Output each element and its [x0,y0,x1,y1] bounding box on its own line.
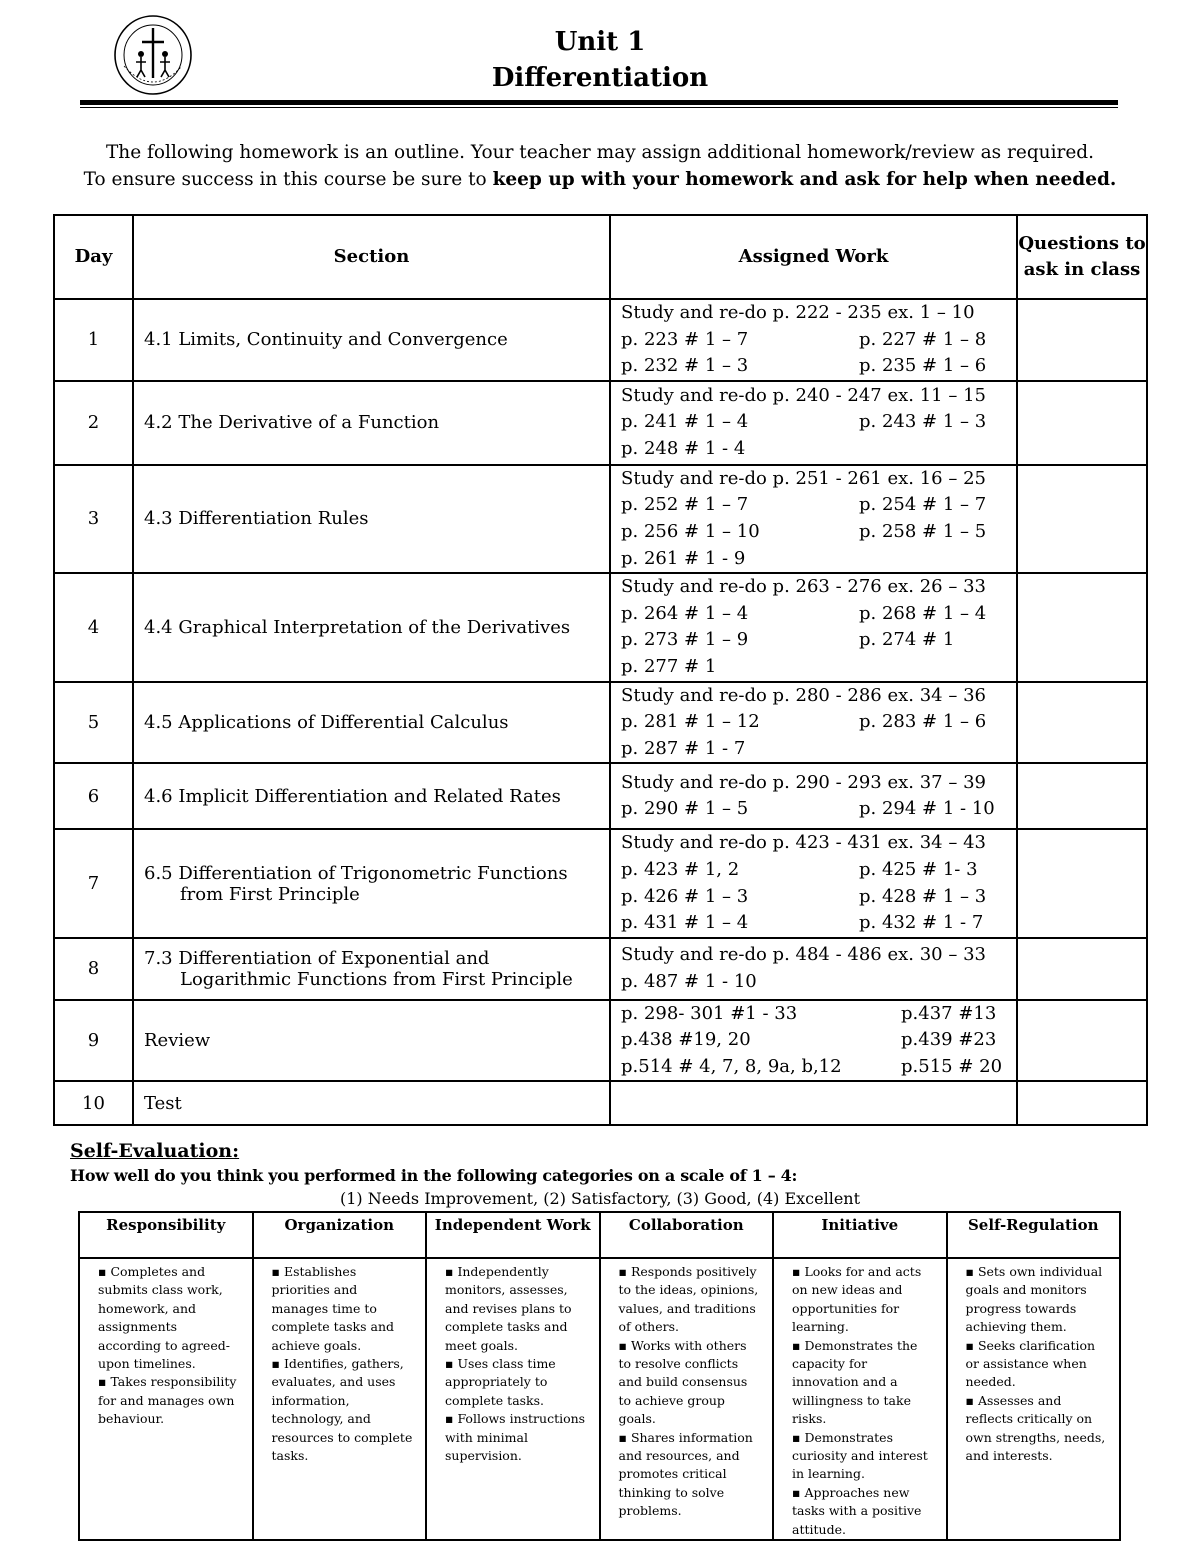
questions-cell[interactable] [1017,763,1147,829]
criteria-item: ▪ Identifies, gathers, evaluates, and uses information, technology, and resources to complete tasks. [271,1356,413,1464]
questions-cell[interactable] [1017,381,1147,465]
assignment-text: p. 281 # 1 – 12 [621,711,760,733]
criteria-item: ▪ Responds positively to the ideas, opinions, values, and traditions of others. [618,1264,759,1335]
intro-line-2: To ensure success in this course be sure to keep up with your homework and ask for help when needed. [83,169,1117,190]
category-criteria [773,1258,947,1540]
header-assigned-work: Assigned Work [610,215,1017,299]
assignment-text: p.438 #19, 20 [621,1029,751,1051]
section-title: 4.5 Applications of Differential Calculus [144,711,509,733]
header-rule [80,100,1118,105]
section-title: from First Principle [180,883,360,905]
assignment-text: Study and re-do p. 280 - 286 ex. 34 – 36 [621,684,986,706]
criteria-item: ▪ Seeks clarification or assistance when needed. [965,1337,1096,1390]
intro-emphasis: keep up with your homework and ask for help when needed. [492,169,1117,190]
header-day: Day [54,215,133,299]
section-title: 6.5 Differentiation of Trigonometric Functions [144,862,568,884]
assignment-text: p. 298- 301 #1 - 33 [621,1002,798,1024]
assignment-text: Study and re-do p. 240 - 247 ex. 11 – 15 [621,384,986,406]
section-title: 7.3 Differentiation of Exponential and [144,947,490,969]
assignment-text: p. 274 # 1 [859,629,955,651]
assignment-text: p.437 #13 [901,1002,997,1024]
questions-cell[interactable] [1017,829,1147,937]
assignment-text: p. 268 # 1 – 4 [859,602,987,624]
criteria-item: ▪ Uses class time appropriately to complete tasks. [445,1356,556,1408]
section-title: Logarithmic Functions from First Principle [180,968,573,990]
assignment-text: p. 290 # 1 – 5 [621,798,749,820]
category-criteria [426,1258,600,1540]
header-rule-thin [80,107,1118,108]
criteria-item: ▪ Establishes priorities and manages time to complete tasks and achieve goals. [271,1264,395,1353]
assignment-text: p. 235 # 1 – 6 [859,355,987,377]
homework-row [54,465,1147,573]
assignment-text: p. 294 # 1 - 10 [859,798,995,820]
criteria-item: ▪ Shares information and resources, and promotes critical thinking to solve problems. [618,1429,753,1519]
assignment-text: p.515 # 20 [901,1055,1003,1077]
assignment-text: p.514 # 4, 7, 8, 9a, b,12 [621,1055,842,1077]
header-questions: Questions to ask in class [1017,215,1147,299]
assignment-text: p. 252 # 1 – 7 [621,494,749,516]
assignment-text: p. 426 # 1 – 3 [621,885,749,907]
homework-table [53,214,1148,1126]
assignment-text: Study and re-do p. 290 - 293 ex. 37 – 39 [621,771,986,793]
assignment-text: p. 431 # 1 – 4 [621,912,749,934]
homework-row [54,829,1147,937]
assignment-text: Study and re-do p. 263 - 276 ex. 26 – 33 [621,576,986,598]
day-cell: 8 [54,938,133,1000]
section-title: Test [144,1092,182,1114]
criteria-item: ▪ Sets own individual goals and monitors progress towards achieving them. [965,1264,1103,1335]
homework-row [54,573,1147,681]
criteria-item: ▪ Assesses and reflects critically on own strengths, needs, and interests. [965,1392,1106,1464]
section-cell [133,299,610,381]
homework-row [54,938,1147,1000]
criteria-item: ▪ Demonstrates curiosity and interest in learning. [792,1429,928,1482]
assignment-text: p. 258 # 1 – 5 [859,520,987,542]
assignment-text: p. 243 # 1 – 3 [859,411,987,433]
homework-row [54,682,1147,764]
category-header: Self-Regulation [947,1212,1121,1258]
assignment-text: p. 241 # 1 – 4 [621,411,749,433]
questions-cell[interactable] [1017,938,1147,1000]
category-criteria [79,1258,253,1540]
day-cell: 10 [54,1081,133,1125]
self-evaluation-title: Self-Evaluation: [70,1140,240,1162]
section-cell [133,465,610,573]
section-cell [133,938,610,1000]
assignment-text: Study and re-do p. 484 - 486 ex. 30 – 33 [621,944,986,966]
questions-cell[interactable] [1017,1000,1147,1082]
homework-row [54,381,1147,465]
section-cell [133,763,610,829]
category-header: Organization [253,1212,427,1258]
assignment-text: p. 264 # 1 – 4 [621,602,749,624]
assignment-text: p. 487 # 1 - 10 [621,970,757,992]
assignment-text: p. 287 # 1 - 7 [621,737,746,759]
section-cell [133,381,610,465]
day-cell: 1 [54,299,133,381]
category-criteria [947,1258,1121,1540]
section-cell [133,1000,610,1082]
homework-row [54,1000,1147,1082]
day-cell: 2 [54,381,133,465]
criteria-item: ▪ Looks for and acts on new ideas and opportunities for learning. [792,1264,922,1335]
questions-cell[interactable] [1017,1081,1147,1125]
assignment-text: p. 432 # 1 - 7 [859,912,984,934]
assignment-text: p. 273 # 1 – 9 [621,629,749,651]
intro-line-1: The following homework is an outline. Your teacher may assign additional homework/review as required. [105,142,1095,163]
category-header: Initiative [773,1212,947,1258]
questions-cell[interactable] [1017,299,1147,381]
category-criteria [600,1258,774,1540]
criteria-item: ▪ Takes responsibility for and manages own behaviour. [98,1374,237,1427]
day-cell: 6 [54,763,133,829]
assigned-work-cell [610,299,1017,381]
questions-cell[interactable] [1017,573,1147,681]
day-cell: 7 [54,829,133,937]
criteria-item: ▪ Independently monitors, assesses, and revises plans to complete tasks and meet goals. [445,1264,572,1353]
assignment-text: p. 227 # 1 – 8 [859,328,987,350]
criteria-item: ▪ Completes and submits class work, homework, and assignments according to agreed-upon timelines. [98,1264,230,1372]
assignment-text: p. 261 # 1 - 9 [621,547,746,569]
day-cell: 9 [54,1000,133,1082]
assignment-text: p. 256 # 1 – 10 [621,520,760,542]
homework-row [54,1081,1147,1125]
questions-cell[interactable] [1017,465,1147,573]
assigned-work-cell [610,763,1017,829]
section-cell [133,1081,610,1125]
homework-row [54,763,1147,829]
assignment-text: Study and re-do p. 423 - 431 ex. 34 – 43 [621,832,986,854]
homework-row [54,299,1147,381]
self-evaluation-scale: (1) Needs Improvement, (2) Satisfactory, (3) Good, (4) Excellent [339,1189,861,1208]
section-title: 4.1 Limits, Continuity and Convergence [144,329,508,351]
criteria-item: ▪ Approaches new tasks with a positive attitude. [792,1484,922,1537]
criteria-item: ▪ Follows instructions with minimal supervision. [445,1411,586,1464]
section-title: 4.3 Differentiation Rules [144,508,369,530]
category-header: Collaboration [600,1212,774,1258]
criteria-item: ▪ Works with others to resolve conflicts and build consensus to achieve group goals. [618,1337,748,1427]
assignment-text: p. 248 # 1 - 4 [621,438,746,460]
assignment-text: Study and re-do p. 222 - 235 ex. 1 – 10 [621,302,975,323]
category-header: Responsibility [79,1212,253,1258]
assignment-text: p. 232 # 1 – 3 [621,355,749,377]
assigned-work-cell [610,938,1017,1000]
assignment-text: p. 423 # 1, 2 [621,858,740,880]
questions-cell[interactable] [1017,682,1147,764]
assigned-work-cell [610,1081,1017,1125]
category-header: Independent Work [426,1212,600,1258]
assigned-work-cell [610,682,1017,764]
section-title: 4.4 Graphical Interpretation of the Derivatives [144,616,571,638]
section-cell [133,573,610,681]
assigned-work-cell [610,573,1017,681]
assigned-work-cell [610,381,1017,465]
assigned-work-cell [610,1000,1017,1082]
day-cell: 5 [54,682,133,764]
assignment-text: p. 428 # 1 – 3 [859,885,987,907]
assigned-work-cell [610,465,1017,573]
criteria-item: ▪ Demonstrates the capacity for innovation and a willingness to take risks. [792,1337,918,1427]
header-section: Section [133,215,610,299]
assignment-text: p.439 #23 [901,1029,997,1051]
assignment-text: p. 254 # 1 – 7 [859,494,987,516]
assignment-text: p. 223 # 1 – 7 [621,328,749,350]
assigned-work-cell [610,829,1017,937]
unit-subtitle: Differentiation [491,63,709,93]
assignment-text: Study and re-do p. 251 - 261 ex. 16 – 25 [621,467,986,489]
category-criteria [253,1258,427,1540]
section-title: 4.2 The Derivative of a Function [144,412,440,434]
self-evaluation-table [78,1211,1121,1541]
self-evaluation-question: How well do you think you performed in the following categories on a scale of 1 – 4: [70,1166,798,1185]
section-title: Review [144,1030,211,1052]
section-title: 4.6 Implicit Differentiation and Related Rates [144,785,561,807]
day-cell: 4 [54,573,133,681]
assignment-text: p. 283 # 1 – 6 [859,711,987,733]
section-cell [133,682,610,764]
assignment-text: p. 277 # 1 [621,655,717,677]
section-cell [133,829,610,937]
day-cell: 3 [54,465,133,573]
unit-title: Unit 1 [554,27,646,57]
assignment-text: p. 425 # 1- 3 [859,858,978,880]
